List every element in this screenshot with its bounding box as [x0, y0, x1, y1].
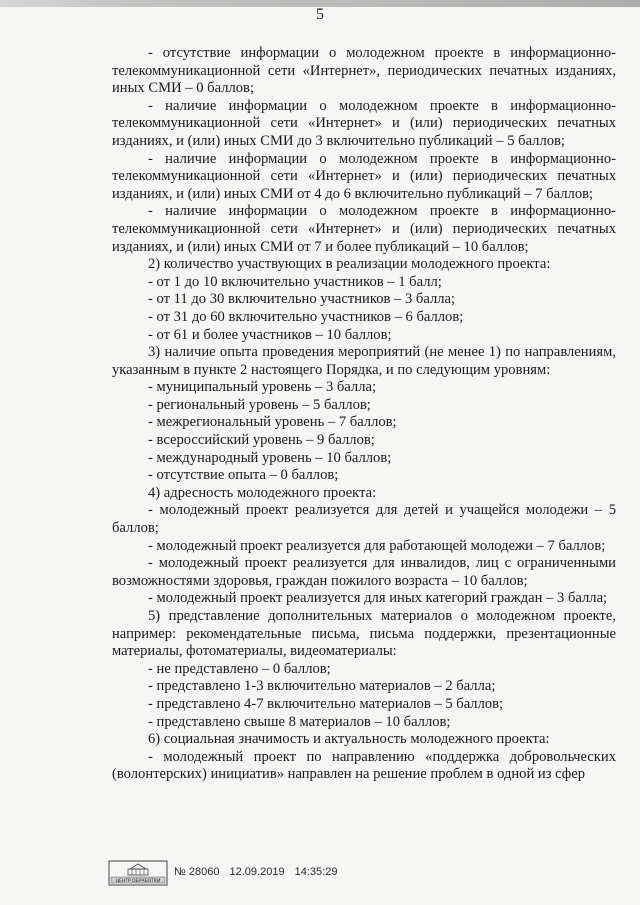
paragraph: 3) наличие опыта проведения мероприятий (не менее 1) по направлениям, указанным в пункте 2 настоящего Порядка, и по следующим уровням:: [112, 344, 616, 378]
registration-number: № 28060: [174, 866, 220, 878]
paragraph: - молодежный проект реализуется для детей и учащейся молодежи – 5 баллов;: [112, 502, 616, 537]
svg-text:ЦЕНТР ОБРАБОТКИ: ЦЕНТР ОБРАБОТКИ: [115, 879, 161, 884]
list-line: - муниципальный уровень – 3 балла;: [148, 379, 377, 396]
paragraph: - молодежный проект реализуется для инвалидов, лиц с ограниченными возможностями здоровья, граждан пожилого возраста – 10 баллов;: [112, 555, 616, 589]
paragraph: - отсутствие информации о молодежном проекте в информационно-телекоммуникационной сети «Интернет», периодических печатных изданиях, иных СМИ – 0 баллов;: [112, 45, 616, 97]
registration-date: 12.09.2019: [229, 866, 285, 878]
registration-footer: [108, 860, 408, 886]
list-line: - не представлено – 0 баллов;: [148, 660, 331, 677]
list-line: - региональный уровень – 5 баллов;: [148, 396, 371, 413]
paragraph: - наличие информации о молодежном проекте в информационно-телекоммуникационной сети «Интернет» и (или) периодических печатных изданиях, и (или) иных СМИ от 7 и более публикаций – 10 баллов;: [112, 203, 616, 255]
paragraph: 5) представление дополнительных материалов о молодежном проекте, например: рекомендательные письма, письма поддержки, презентационные материалы, фотоматериалы, видеоматериалы:: [112, 608, 616, 660]
list-line: - представлено 4-7 включительно материалов – 5 баллов;: [148, 695, 504, 712]
list-line: - межрегиональный уровень – 7 баллов;: [148, 414, 397, 431]
page-number: 5: [316, 6, 324, 23]
list-line: 4) адресность молодежного проекта:: [148, 484, 377, 501]
list-line: - международный уровень – 10 баллов;: [148, 449, 392, 466]
list-line: - от 61 и более участников – 10 баллов;: [148, 326, 392, 343]
document-body: [112, 45, 616, 784]
list-line: 6) социальная значимость и актуальность молодежного проекта:: [148, 731, 550, 748]
paragraph: - молодежный проект реализуется для работающей молодежи – 7 баллов;: [148, 537, 606, 554]
list-line: 2) количество участвующих в реализации молодежного проекта:: [148, 256, 551, 273]
paragraph: - молодежный проект реализуется для иных категорий граждан – 3 балла;: [148, 590, 608, 607]
list-line: - от 11 до 30 включительно участников – 3 балла;: [148, 291, 456, 308]
list-line: - отсутствие опыта – 0 баллов;: [148, 467, 339, 484]
paragraph: - наличие информации о молодежном проекте в информационно-телекоммуникационной сети «Интернет» и (или) периодических печатных изданиях, и (или) иных СМИ от 4 до 6 включительно публикаций – 7 баллов;: [112, 150, 616, 202]
registration-time: 14:35:29: [294, 866, 338, 878]
list-line: - от 1 до 10 включительно участников – 1 балл;: [148, 273, 442, 290]
list-line: - представлено 1-3 включительно материалов – 2 балла;: [148, 678, 496, 695]
registration-info: [174, 866, 337, 878]
registration-stamp-icon: [108, 860, 168, 886]
list-line: - всероссийский уровень – 9 баллов;: [148, 432, 375, 449]
paragraph: - наличие информации о молодежном проекте в информационно-телекоммуникационной сети «Интернет» и (или) периодических печатных изданиях, и (или) иных СМИ до 3 включительно публикаций – 5 баллов;: [112, 97, 616, 149]
paragraph: - молодежный проект по направлению «поддержка добровольческих (волонтерских) инициатив» направлен на решение проблем в одной из сфер: [112, 748, 616, 783]
list-line: - представлено свыше 8 материалов – 10 баллов;: [148, 713, 451, 730]
list-line: - от 31 до 60 включительно участников – 6 баллов;: [148, 308, 464, 325]
